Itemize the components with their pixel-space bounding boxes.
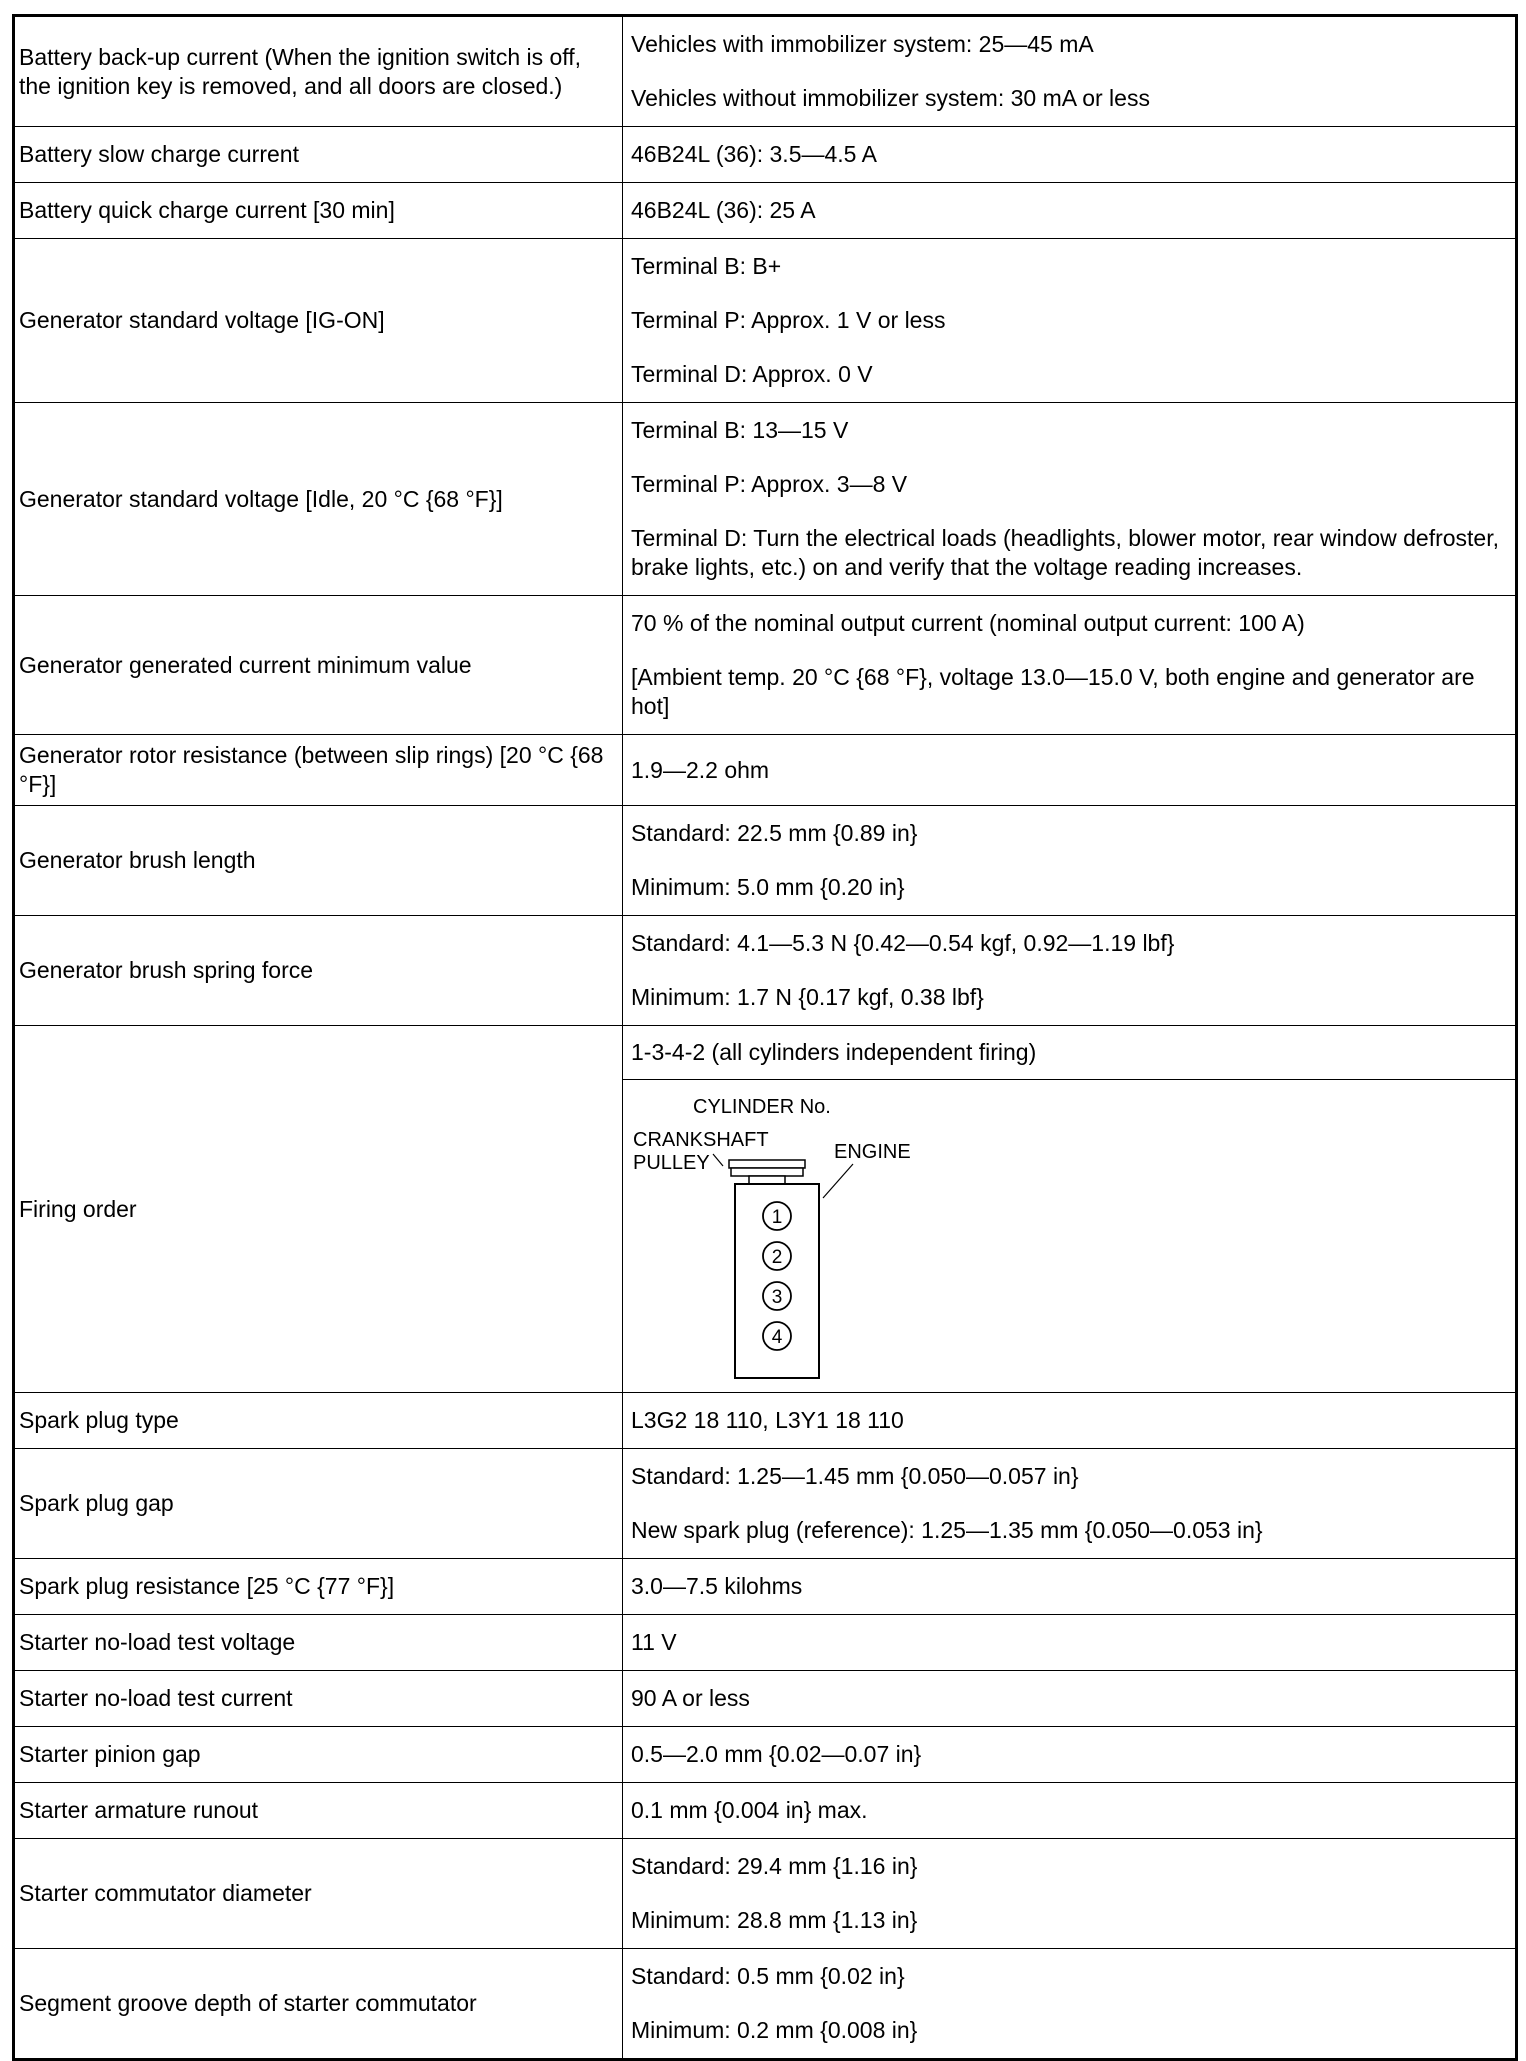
spec-item-label: Starter no-load test voltage [14,1615,623,1671]
firing-diagram-cell [623,1080,1517,1393]
spec-value: Standard: 0.5 mm {0.02 in} [631,1963,905,1989]
spec-value: 0.1 mm {0.004 in} max. [631,1797,868,1823]
spec-item-label: Generator standard voltage [Idle, 20 °C {68 °F}] [14,403,623,596]
spec-item-label: Battery slow charge current [14,127,623,183]
spec-value: 1.9—2.2 ohm [631,756,770,783]
table-row [14,1449,1517,1559]
spec-item-label: Generator rotor resistance (between slip rings) [20 °C {68 °F}] [14,735,623,806]
spec-value: 70 % of the nominal output current (nominal output current: 100 A) [631,610,1305,636]
spec-item-label: Starter no-load test current [14,1671,623,1727]
firing-order-label: Firing order [14,1026,623,1393]
spec-value: Minimum: 28.8 mm {1.13 in} [631,1907,918,1933]
spec-value: Vehicles with immobilizer system: 25—45 mA [631,31,1094,57]
engine-label: ENGINE [834,1141,911,1163]
spec-value: Terminal P: Approx. 3—8 V [631,471,908,497]
firing-order-value: 1-3-4-2 (all cylinders independent firing) [631,1039,1037,1065]
table-row [14,916,1517,1026]
spec-value: 46B24L (36): 3.5—4.5 A [631,141,877,167]
cylinder-number: 4 [771,1327,783,1348]
spec-page [12,14,1518,2061]
spec-value: Terminal B: 13—15 V [631,417,849,443]
spec-value-cell [623,1559,1517,1615]
spec-value-cell [623,1449,1517,1559]
spec-item-label: Generator standard voltage [IG-ON] [14,239,623,403]
specification-table [12,14,1518,2061]
engine-leader-line [823,1164,853,1198]
spec-value: Standard: 4.1—5.3 N {0.42—0.54 kgf, 0.92—1.19 lbf} [631,930,1175,956]
spec-item-label: Segment groove depth of starter commutator [14,1949,623,2060]
cylinder-no-label: CYLINDER No. [693,1096,831,1118]
pulley-shape-lower [731,1168,803,1176]
table-row [14,1727,1517,1783]
spec-item-label: Starter armature runout [14,1783,623,1839]
spec-value-cell [623,916,1517,1026]
spec-value-cell [623,1671,1517,1727]
table-row [14,806,1517,916]
spec-value: 3.0—7.5 kilohms [631,1573,803,1599]
spec-rows-lower [14,1393,1517,2060]
table-row-firing-order [14,1026,1517,1080]
spec-value-cell [623,403,1517,596]
spec-item-label: Spark plug type [14,1393,623,1449]
spec-value-cell [623,735,1517,806]
spec-value-cell [623,1949,1517,2060]
table-row [14,127,1517,183]
spec-value: 11 V [631,1629,677,1655]
table-row [14,1393,1517,1449]
spec-item-label: Spark plug gap [14,1449,623,1559]
spec-value: Standard: 29.4 mm {1.16 in} [631,1853,918,1879]
spec-value-cell [623,1783,1517,1839]
table-row [14,596,1517,735]
pulley-label: PULLEY [633,1152,710,1174]
spec-value-cell [623,1839,1517,1949]
pulley-leader-line [713,1154,723,1166]
spec-item-label: Generator brush length [14,806,623,916]
spec-item-label: Battery back-up current (When the ignition switch is off, the ignition key is removed, and all doors are closed.) [14,16,623,127]
spec-value: Standard: 22.5 mm {0.89 in} [631,820,918,846]
table-row [14,1839,1517,1949]
cylinder-number: 3 [771,1287,783,1308]
spec-item-label: Spark plug resistance [25 °C {77 °F}] [14,1559,623,1615]
cylinder-number: 1 [771,1207,783,1228]
spec-value: Minimum: 1.7 N {0.17 kgf, 0.38 lbf} [631,984,984,1010]
spec-value-cell [623,239,1517,403]
spec-item-label: Starter pinion gap [14,1727,623,1783]
spec-value-cell [623,1727,1517,1783]
spec-value: New spark plug (reference): 1.25—1.35 mm {0.050—0.053 in} [631,1517,1263,1543]
spec-value: Terminal D: Turn the electrical loads (headlights, blower motor, rear window defroster, brake lights, etc.) on and verify that the voltage reading increases. [631,525,1500,580]
spec-value-cell [623,16,1517,127]
spec-value: 90 A or less [631,1685,750,1711]
table-row [14,1615,1517,1671]
crankshaft-label: CRANKSHAFT [633,1129,769,1151]
table-row [14,1671,1517,1727]
table-row [14,403,1517,596]
spec-value: Minimum: 5.0 mm {0.20 in} [631,874,905,900]
table-row [14,1949,1517,2060]
spec-value-cell [623,1615,1517,1671]
engine-cylinder-diagram [627,1086,927,1384]
spec-rows-upper [14,16,1517,1026]
spec-value: Terminal P: Approx. 1 V or less [631,307,946,333]
spec-value: Terminal B: B+ [631,253,782,279]
spec-value-cell [623,596,1517,735]
table-row [14,183,1517,239]
spec-value: L3G2 18 110, L3Y1 18 110 [631,1407,904,1433]
spec-item-label: Generator generated current minimum value [14,596,623,735]
table-row [14,735,1517,806]
spec-value: 0.5—2.0 mm {0.02—0.07 in} [631,1741,922,1767]
spec-value-cell [623,1393,1517,1449]
spec-value: Standard: 1.25—1.45 mm {0.050—0.057 in} [631,1463,1079,1489]
spec-item-label: Battery quick charge current [30 min] [14,183,623,239]
spec-value-cell [623,806,1517,916]
spec-value: [Ambient temp. 20 °C {68 °F}, voltage 13.0—15.0 V, both engine and generator are hot] [631,664,1475,719]
spec-value: Minimum: 0.2 mm {0.008 in} [631,2017,918,2043]
table-row [14,1559,1517,1615]
firing-order-diagram [627,1086,1511,1386]
table-row [14,16,1517,127]
pulley-shape [729,1160,805,1168]
spec-value-cell [623,127,1517,183]
spec-value: 46B24L (36): 25 A [631,197,816,223]
spec-value: Vehicles without immobilizer system: 30 mA or less [631,85,1150,111]
spec-value: Terminal D: Approx. 0 V [631,361,873,387]
crankshaft-nose [749,1176,785,1184]
cylinder-number: 2 [771,1247,783,1268]
spec-value-cell [623,183,1517,239]
table-row [14,239,1517,403]
table-row [14,1783,1517,1839]
firing-order-section [14,1026,1517,1393]
spec-item-label: Generator brush spring force [14,916,623,1026]
spec-item-label: Starter commutator diameter [14,1839,623,1949]
